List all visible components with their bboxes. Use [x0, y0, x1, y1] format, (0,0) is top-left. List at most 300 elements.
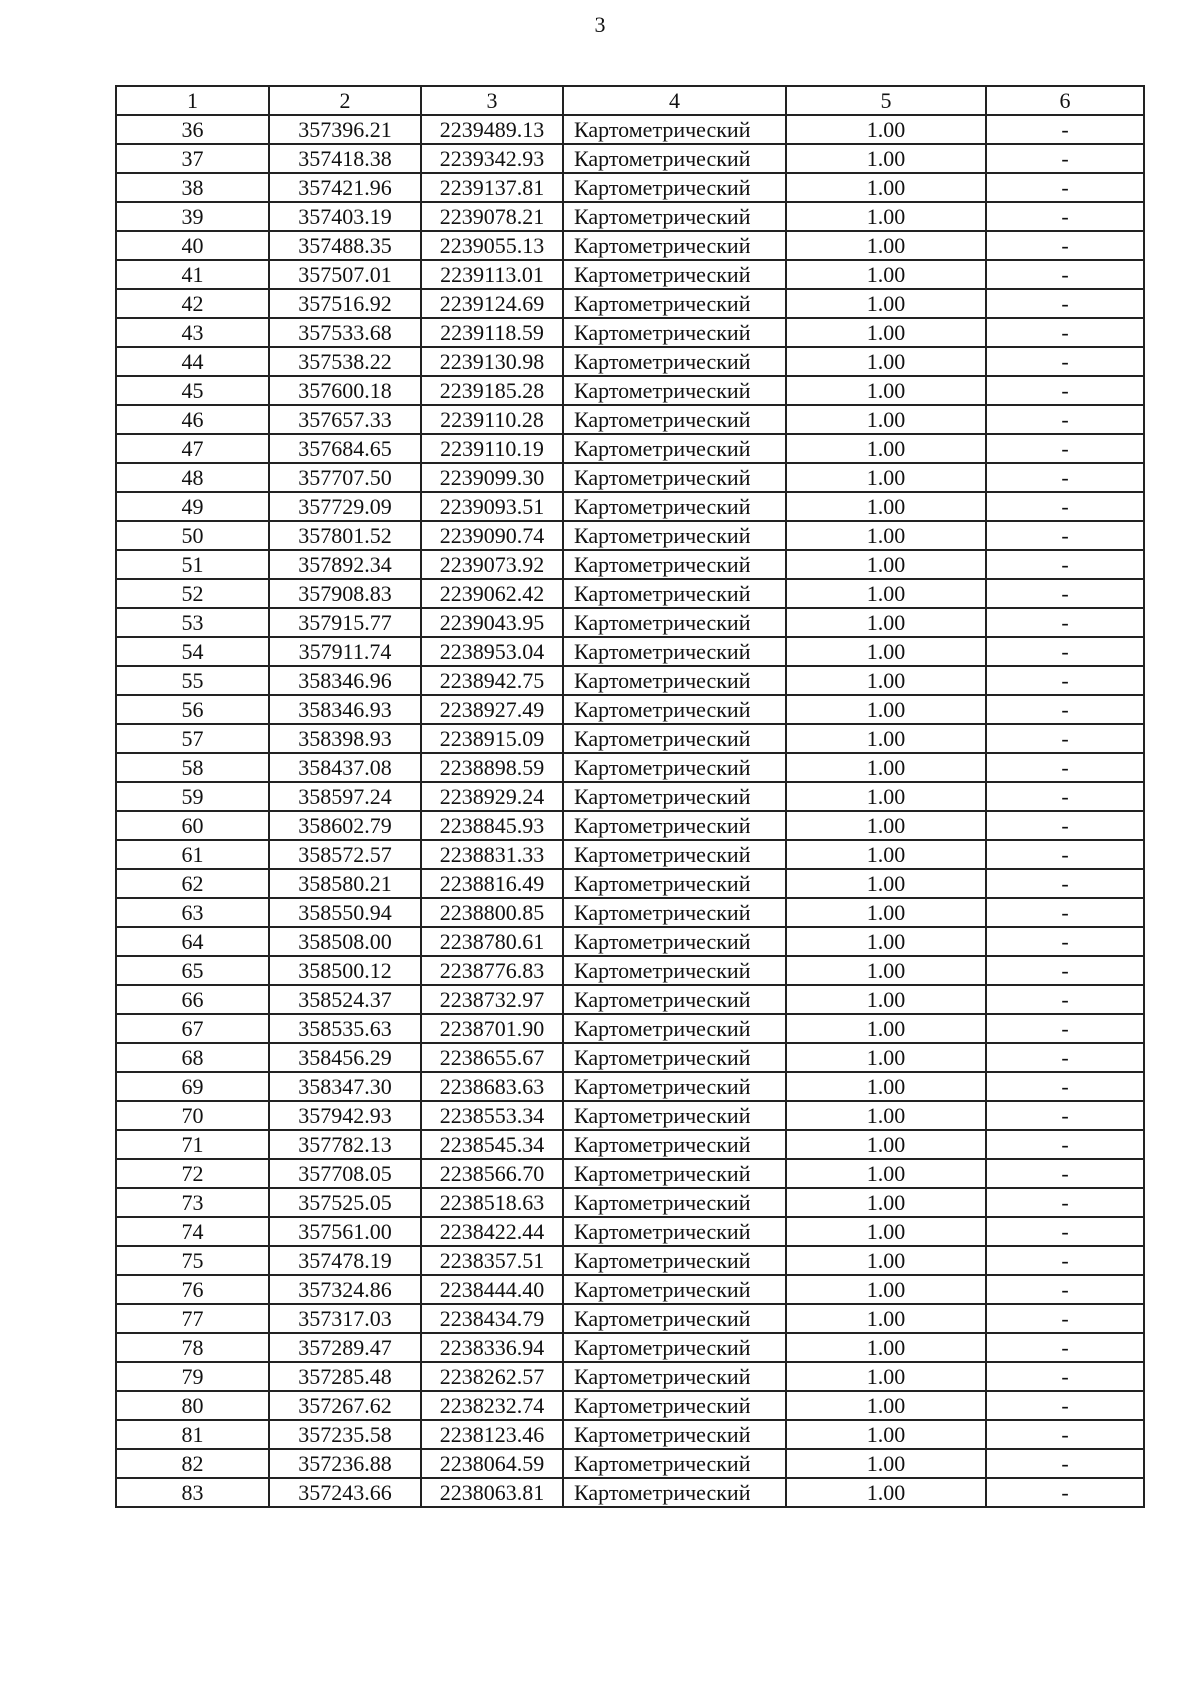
- x-coordinate-cell: 357478.19: [269, 1246, 421, 1275]
- note-cell: -: [986, 115, 1144, 144]
- table-row: [116, 1014, 1144, 1043]
- y-coordinate-cell: 2238701.90: [421, 1014, 563, 1043]
- method-cell: Картометрический: [563, 1420, 786, 1449]
- table-row: [116, 463, 1144, 492]
- y-coordinate-cell: 2239110.28: [421, 405, 563, 434]
- table-row: [116, 695, 1144, 724]
- method-cell: Картометрический: [563, 1362, 786, 1391]
- note-cell: -: [986, 869, 1144, 898]
- table-row: [116, 956, 1144, 985]
- note-cell: -: [986, 1391, 1144, 1420]
- table-row: [116, 173, 1144, 202]
- y-coordinate-cell: 2239185.28: [421, 376, 563, 405]
- point-number-cell: 61: [116, 840, 269, 869]
- method-cell: Картометрический: [563, 1130, 786, 1159]
- accuracy-cell: 1.00: [786, 724, 986, 753]
- x-coordinate-cell: 357507.01: [269, 260, 421, 289]
- accuracy-cell: 1.00: [786, 1391, 986, 1420]
- method-cell: Картометрический: [563, 231, 786, 260]
- point-number-cell: 51: [116, 550, 269, 579]
- x-coordinate-cell: 358346.93: [269, 695, 421, 724]
- table-row: [116, 376, 1144, 405]
- table-row: [116, 521, 1144, 550]
- method-cell: Картометрический: [563, 985, 786, 1014]
- table-row: [116, 1449, 1144, 1478]
- table-row: [116, 869, 1144, 898]
- y-coordinate-cell: 2238422.44: [421, 1217, 563, 1246]
- note-cell: -: [986, 695, 1144, 724]
- point-number-cell: 62: [116, 869, 269, 898]
- table-row: [116, 637, 1144, 666]
- note-cell: -: [986, 1043, 1144, 1072]
- method-cell: Картометрический: [563, 666, 786, 695]
- point-number-cell: 77: [116, 1304, 269, 1333]
- note-cell: -: [986, 260, 1144, 289]
- note-cell: -: [986, 144, 1144, 173]
- note-cell: -: [986, 289, 1144, 318]
- method-cell: Картометрический: [563, 550, 786, 579]
- accuracy-cell: 1.00: [786, 927, 986, 956]
- table-row: [116, 434, 1144, 463]
- method-cell: Картометрический: [563, 347, 786, 376]
- x-coordinate-cell: 357801.52: [269, 521, 421, 550]
- note-cell: -: [986, 1246, 1144, 1275]
- x-coordinate-cell: 357533.68: [269, 318, 421, 347]
- accuracy-cell: 1.00: [786, 637, 986, 666]
- y-coordinate-cell: 2238831.33: [421, 840, 563, 869]
- method-cell: Картометрический: [563, 463, 786, 492]
- y-coordinate-cell: 2238357.51: [421, 1246, 563, 1275]
- y-coordinate-cell: 2238518.63: [421, 1188, 563, 1217]
- x-coordinate-cell: 357324.86: [269, 1275, 421, 1304]
- accuracy-cell: 1.00: [786, 608, 986, 637]
- x-coordinate-cell: 357600.18: [269, 376, 421, 405]
- point-number-cell: 55: [116, 666, 269, 695]
- y-coordinate-cell: 2238780.61: [421, 927, 563, 956]
- method-cell: Картометрический: [563, 1072, 786, 1101]
- x-coordinate-cell: 357525.05: [269, 1188, 421, 1217]
- point-number-cell: 39: [116, 202, 269, 231]
- note-cell: -: [986, 434, 1144, 463]
- x-coordinate-cell: 357243.66: [269, 1478, 421, 1507]
- y-coordinate-cell: 2239093.51: [421, 492, 563, 521]
- note-cell: -: [986, 405, 1144, 434]
- x-coordinate-cell: 357267.62: [269, 1391, 421, 1420]
- x-coordinate-cell: 357235.58: [269, 1420, 421, 1449]
- x-coordinate-cell: 358580.21: [269, 869, 421, 898]
- x-coordinate-cell: 358524.37: [269, 985, 421, 1014]
- method-cell: Картометрический: [563, 927, 786, 956]
- note-cell: -: [986, 550, 1144, 579]
- point-number-cell: 71: [116, 1130, 269, 1159]
- y-coordinate-cell: 2238434.79: [421, 1304, 563, 1333]
- method-cell: Картометрический: [563, 1391, 786, 1420]
- y-coordinate-cell: 2238232.74: [421, 1391, 563, 1420]
- note-cell: -: [986, 376, 1144, 405]
- accuracy-cell: 1.00: [786, 956, 986, 985]
- accuracy-cell: 1.00: [786, 492, 986, 521]
- point-number-cell: 75: [116, 1246, 269, 1275]
- x-coordinate-cell: 357908.83: [269, 579, 421, 608]
- point-number-cell: 49: [116, 492, 269, 521]
- note-cell: -: [986, 1333, 1144, 1362]
- note-cell: -: [986, 318, 1144, 347]
- table-row: [116, 724, 1144, 753]
- accuracy-cell: 1.00: [786, 1072, 986, 1101]
- point-number-cell: 50: [116, 521, 269, 550]
- table-row: [116, 811, 1144, 840]
- note-cell: -: [986, 840, 1144, 869]
- accuracy-cell: 1.00: [786, 1014, 986, 1043]
- accuracy-cell: 1.00: [786, 173, 986, 202]
- note-cell: -: [986, 1188, 1144, 1217]
- table-row: [116, 492, 1144, 521]
- y-coordinate-cell: 2239099.30: [421, 463, 563, 492]
- column-header: 2: [269, 86, 421, 115]
- accuracy-cell: 1.00: [786, 1130, 986, 1159]
- point-number-cell: 64: [116, 927, 269, 956]
- method-cell: Картометрический: [563, 1101, 786, 1130]
- accuracy-cell: 1.00: [786, 318, 986, 347]
- x-coordinate-cell: 357285.48: [269, 1362, 421, 1391]
- method-cell: Картометрический: [563, 318, 786, 347]
- note-cell: -: [986, 1130, 1144, 1159]
- x-coordinate-cell: 357317.03: [269, 1304, 421, 1333]
- note-cell: -: [986, 782, 1144, 811]
- accuracy-cell: 1.00: [786, 1246, 986, 1275]
- accuracy-cell: 1.00: [786, 376, 986, 405]
- point-number-cell: 40: [116, 231, 269, 260]
- y-coordinate-cell: 2238816.49: [421, 869, 563, 898]
- x-coordinate-cell: 357782.13: [269, 1130, 421, 1159]
- table-row: [116, 1159, 1144, 1188]
- note-cell: -: [986, 1420, 1144, 1449]
- x-coordinate-cell: 357561.00: [269, 1217, 421, 1246]
- table-row: [116, 579, 1144, 608]
- method-cell: Картометрический: [563, 811, 786, 840]
- method-cell: Картометрический: [563, 521, 786, 550]
- table-row: [116, 1420, 1144, 1449]
- x-coordinate-cell: 357289.47: [269, 1333, 421, 1362]
- table-row: [116, 1072, 1144, 1101]
- accuracy-cell: 1.00: [786, 347, 986, 376]
- table-row: [116, 1362, 1144, 1391]
- column-header: 4: [563, 86, 786, 115]
- method-cell: Картометрический: [563, 434, 786, 463]
- point-number-cell: 76: [116, 1275, 269, 1304]
- note-cell: -: [986, 1072, 1144, 1101]
- accuracy-cell: 1.00: [786, 1449, 986, 1478]
- x-coordinate-cell: 358602.79: [269, 811, 421, 840]
- point-number-cell: 65: [116, 956, 269, 985]
- note-cell: -: [986, 724, 1144, 753]
- y-coordinate-cell: 2239124.69: [421, 289, 563, 318]
- accuracy-cell: 1.00: [786, 521, 986, 550]
- note-cell: -: [986, 173, 1144, 202]
- y-coordinate-cell: 2238262.57: [421, 1362, 563, 1391]
- x-coordinate-cell: 358347.30: [269, 1072, 421, 1101]
- y-coordinate-cell: 2238553.34: [421, 1101, 563, 1130]
- table-row: [116, 1130, 1144, 1159]
- page-number: 3: [594, 12, 606, 37]
- x-coordinate-cell: 357729.09: [269, 492, 421, 521]
- accuracy-cell: 1.00: [786, 1275, 986, 1304]
- method-cell: Картометрический: [563, 1449, 786, 1478]
- x-coordinate-cell: 358456.29: [269, 1043, 421, 1072]
- table-row: [116, 550, 1144, 579]
- x-coordinate-cell: 357657.33: [269, 405, 421, 434]
- note-cell: -: [986, 753, 1144, 782]
- table-row: [116, 753, 1144, 782]
- accuracy-cell: 1.00: [786, 1043, 986, 1072]
- note-cell: -: [986, 1275, 1144, 1304]
- table-row: [116, 985, 1144, 1014]
- column-header: 3: [421, 86, 563, 115]
- x-coordinate-cell: 358550.94: [269, 898, 421, 927]
- x-coordinate-cell: 357403.19: [269, 202, 421, 231]
- point-number-cell: 70: [116, 1101, 269, 1130]
- method-cell: Картометрический: [563, 753, 786, 782]
- table-row: [116, 115, 1144, 144]
- coordinates-table: [115, 85, 1145, 1508]
- point-number-cell: 73: [116, 1188, 269, 1217]
- table-row: [116, 1304, 1144, 1333]
- note-cell: -: [986, 608, 1144, 637]
- x-coordinate-cell: 357236.88: [269, 1449, 421, 1478]
- point-number-cell: 37: [116, 144, 269, 173]
- column-header: 5: [786, 86, 986, 115]
- y-coordinate-cell: 2238929.24: [421, 782, 563, 811]
- table-row: [116, 1275, 1144, 1304]
- point-number-cell: 78: [116, 1333, 269, 1362]
- note-cell: -: [986, 231, 1144, 260]
- x-coordinate-cell: 357915.77: [269, 608, 421, 637]
- point-number-cell: 69: [116, 1072, 269, 1101]
- accuracy-cell: 1.00: [786, 1188, 986, 1217]
- accuracy-cell: 1.00: [786, 782, 986, 811]
- accuracy-cell: 1.00: [786, 1101, 986, 1130]
- y-coordinate-cell: 2239090.74: [421, 521, 563, 550]
- method-cell: Картометрический: [563, 956, 786, 985]
- accuracy-cell: 1.00: [786, 202, 986, 231]
- table-header-row: [116, 86, 1144, 115]
- x-coordinate-cell: 357911.74: [269, 637, 421, 666]
- point-number-cell: 67: [116, 1014, 269, 1043]
- y-coordinate-cell: 2239489.13: [421, 115, 563, 144]
- point-number-cell: 44: [116, 347, 269, 376]
- note-cell: -: [986, 1159, 1144, 1188]
- note-cell: -: [986, 1014, 1144, 1043]
- table-row: [116, 347, 1144, 376]
- method-cell: Картометрический: [563, 202, 786, 231]
- method-cell: Картометрический: [563, 376, 786, 405]
- accuracy-cell: 1.00: [786, 463, 986, 492]
- note-cell: -: [986, 521, 1144, 550]
- y-coordinate-cell: 2239113.01: [421, 260, 563, 289]
- method-cell: Картометрический: [563, 144, 786, 173]
- accuracy-cell: 1.00: [786, 1159, 986, 1188]
- table-row: [116, 1188, 1144, 1217]
- accuracy-cell: 1.00: [786, 1217, 986, 1246]
- x-coordinate-cell: 357418.38: [269, 144, 421, 173]
- point-number-cell: 48: [116, 463, 269, 492]
- y-coordinate-cell: 2238927.49: [421, 695, 563, 724]
- point-number-cell: 74: [116, 1217, 269, 1246]
- accuracy-cell: 1.00: [786, 1333, 986, 1362]
- accuracy-cell: 1.00: [786, 579, 986, 608]
- y-coordinate-cell: 2239062.42: [421, 579, 563, 608]
- table-row: [116, 927, 1144, 956]
- accuracy-cell: 1.00: [786, 434, 986, 463]
- point-number-cell: 41: [116, 260, 269, 289]
- y-coordinate-cell: 2238063.81: [421, 1478, 563, 1507]
- y-coordinate-cell: 2238800.85: [421, 898, 563, 927]
- x-coordinate-cell: 358437.08: [269, 753, 421, 782]
- y-coordinate-cell: 2238942.75: [421, 666, 563, 695]
- x-coordinate-cell: 357708.05: [269, 1159, 421, 1188]
- method-cell: Картометрический: [563, 608, 786, 637]
- table-row: [116, 666, 1144, 695]
- table-row: [116, 202, 1144, 231]
- note-cell: -: [986, 1478, 1144, 1507]
- point-number-cell: 58: [116, 753, 269, 782]
- note-cell: -: [986, 811, 1144, 840]
- note-cell: -: [986, 463, 1144, 492]
- y-coordinate-cell: 2239118.59: [421, 318, 563, 347]
- point-number-cell: 46: [116, 405, 269, 434]
- note-cell: -: [986, 985, 1144, 1014]
- accuracy-cell: 1.00: [786, 1478, 986, 1507]
- x-coordinate-cell: 357516.92: [269, 289, 421, 318]
- method-cell: Картометрический: [563, 1333, 786, 1362]
- y-coordinate-cell: 2238898.59: [421, 753, 563, 782]
- y-coordinate-cell: 2238064.59: [421, 1449, 563, 1478]
- method-cell: Картометрический: [563, 1188, 786, 1217]
- x-coordinate-cell: 357421.96: [269, 173, 421, 202]
- y-coordinate-cell: 2238655.67: [421, 1043, 563, 1072]
- table-row: [116, 144, 1144, 173]
- method-cell: Картометрический: [563, 695, 786, 724]
- x-coordinate-cell: 357538.22: [269, 347, 421, 376]
- table-row: [116, 1391, 1144, 1420]
- point-number-cell: 66: [116, 985, 269, 1014]
- x-coordinate-cell: 358346.96: [269, 666, 421, 695]
- y-coordinate-cell: 2239137.81: [421, 173, 563, 202]
- table-row: [116, 318, 1144, 347]
- note-cell: -: [986, 956, 1144, 985]
- accuracy-cell: 1.00: [786, 1362, 986, 1391]
- table-row: [116, 1101, 1144, 1130]
- x-coordinate-cell: 357684.65: [269, 434, 421, 463]
- accuracy-cell: 1.00: [786, 695, 986, 724]
- method-cell: Картометрический: [563, 1217, 786, 1246]
- accuracy-cell: 1.00: [786, 869, 986, 898]
- note-cell: -: [986, 637, 1144, 666]
- table-row: [116, 1217, 1144, 1246]
- y-coordinate-cell: 2238336.94: [421, 1333, 563, 1362]
- table-row: [116, 231, 1144, 260]
- note-cell: -: [986, 492, 1144, 521]
- table-row: [116, 1043, 1144, 1072]
- method-cell: Картометрический: [563, 1478, 786, 1507]
- accuracy-cell: 1.00: [786, 231, 986, 260]
- accuracy-cell: 1.00: [786, 405, 986, 434]
- y-coordinate-cell: 2239043.95: [421, 608, 563, 637]
- column-header: 1: [116, 86, 269, 115]
- x-coordinate-cell: 358508.00: [269, 927, 421, 956]
- method-cell: Картометрический: [563, 260, 786, 289]
- method-cell: Картометрический: [563, 115, 786, 144]
- accuracy-cell: 1.00: [786, 985, 986, 1014]
- method-cell: Картометрический: [563, 724, 786, 753]
- x-coordinate-cell: 357396.21: [269, 115, 421, 144]
- note-cell: -: [986, 898, 1144, 927]
- point-number-cell: 38: [116, 173, 269, 202]
- point-number-cell: 72: [116, 1159, 269, 1188]
- column-header: 6: [986, 86, 1144, 115]
- point-number-cell: 52: [116, 579, 269, 608]
- x-coordinate-cell: 357488.35: [269, 231, 421, 260]
- table-row: [116, 608, 1144, 637]
- method-cell: Картометрический: [563, 869, 786, 898]
- note-cell: -: [986, 1304, 1144, 1333]
- accuracy-cell: 1.00: [786, 260, 986, 289]
- method-cell: Картометрический: [563, 898, 786, 927]
- table-row: [116, 898, 1144, 927]
- method-cell: Картометрический: [563, 1246, 786, 1275]
- method-cell: Картометрический: [563, 1275, 786, 1304]
- y-coordinate-cell: 2238732.97: [421, 985, 563, 1014]
- table-row: [116, 405, 1144, 434]
- table-row: [116, 840, 1144, 869]
- note-cell: -: [986, 1101, 1144, 1130]
- x-coordinate-cell: 357707.50: [269, 463, 421, 492]
- y-coordinate-cell: 2239078.21: [421, 202, 563, 231]
- method-cell: Картометрический: [563, 579, 786, 608]
- point-number-cell: 82: [116, 1449, 269, 1478]
- note-cell: -: [986, 202, 1144, 231]
- y-coordinate-cell: 2238444.40: [421, 1275, 563, 1304]
- point-number-cell: 36: [116, 115, 269, 144]
- x-coordinate-cell: 358535.63: [269, 1014, 421, 1043]
- method-cell: Картометрический: [563, 637, 786, 666]
- y-coordinate-cell: 2239110.19: [421, 434, 563, 463]
- x-coordinate-cell: 358572.57: [269, 840, 421, 869]
- accuracy-cell: 1.00: [786, 811, 986, 840]
- point-number-cell: 68: [116, 1043, 269, 1072]
- accuracy-cell: 1.00: [786, 1420, 986, 1449]
- note-cell: -: [986, 1362, 1144, 1391]
- point-number-cell: 47: [116, 434, 269, 463]
- y-coordinate-cell: 2238776.83: [421, 956, 563, 985]
- accuracy-cell: 1.00: [786, 898, 986, 927]
- y-coordinate-cell: 2238845.93: [421, 811, 563, 840]
- accuracy-cell: 1.00: [786, 550, 986, 579]
- method-cell: Картометрический: [563, 1043, 786, 1072]
- point-number-cell: 43: [116, 318, 269, 347]
- point-number-cell: 56: [116, 695, 269, 724]
- y-coordinate-cell: 2238683.63: [421, 1072, 563, 1101]
- accuracy-cell: 1.00: [786, 753, 986, 782]
- table-row: [116, 1478, 1144, 1507]
- table-row: [116, 289, 1144, 318]
- point-number-cell: 60: [116, 811, 269, 840]
- x-coordinate-cell: 357942.93: [269, 1101, 421, 1130]
- accuracy-cell: 1.00: [786, 1304, 986, 1333]
- table-row: [116, 782, 1144, 811]
- method-cell: Картометрический: [563, 1014, 786, 1043]
- y-coordinate-cell: 2238123.46: [421, 1420, 563, 1449]
